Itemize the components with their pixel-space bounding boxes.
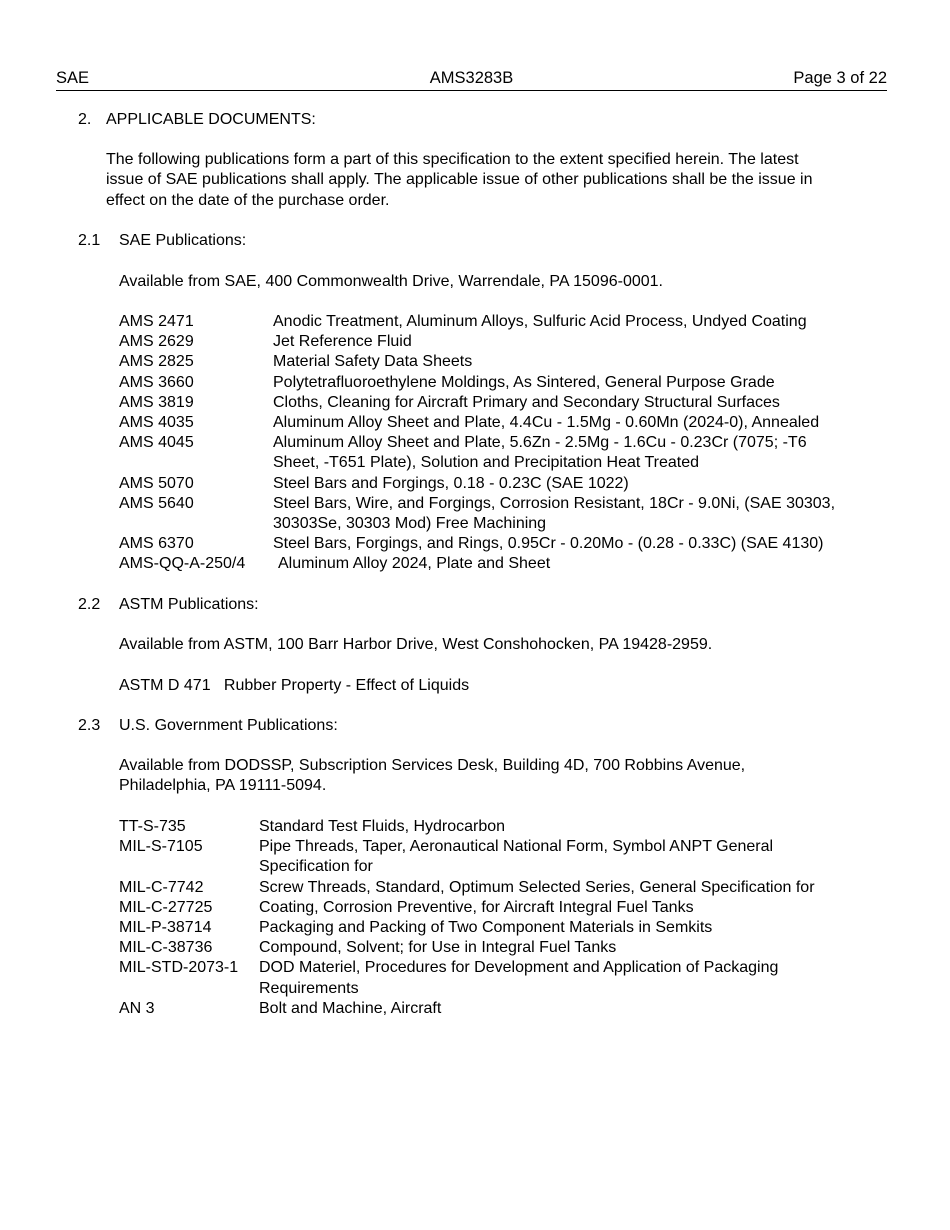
publication-title: Screw Threads, Standard, Optimum Selected Series, General Specification for [259,878,815,896]
publication-title: Polytetrafluoroethylene Moldings, As Sintered, General Purpose Grade [273,373,775,391]
publication-code: AMS 3660 [119,373,194,391]
header-organization: SAE [56,69,90,87]
publication-code: AMS 6370 [119,535,194,553]
publication-code: MIL-P-38714 [119,919,212,936]
header-page-number: Page 3 of 22 [793,69,887,87]
section-2-2-title: ASTM Publications: [119,596,259,613]
publication-code: MIL-STD-2073-1 [119,959,239,977]
publication-title: Steel Bars, Forgings, and Rings, 0.95Cr - 0.20Mo - (0.28 - 0.33C) (SAE 4130) [273,535,824,553]
publication-title: Anodic Treatment, Aluminum Alloys, Sulfuric Acid Process, Undyed Coating [273,313,807,330]
astm-availability: Available from ASTM, 100 Barr Harbor Drive, West Conshohocken, PA 19428-2959. [119,636,713,653]
paragraph-line: issue of SAE publications shall apply. The applicable issue of other publications shall be the issue in [106,171,813,189]
publication-code: MIL-C-38736 [119,939,213,957]
sae-availability: Available from SAE, 400 Commonwealth Drive, Warrendale, PA 15096-0001. [119,273,663,290]
publication-code: MIL-C-27725 [119,898,213,916]
publication-title: Requirements [259,979,359,997]
publication-code: AN 3 [119,999,155,1017]
publication-title: DOD Materiel, Procedures for Development and Application of Packaging [259,959,779,977]
section-2-number: 2. [78,111,92,128]
publication-code: AMS-QQ-A-250/4 [119,555,246,573]
section-2-paragraph [106,150,866,211]
page-header [56,68,887,91]
publication-code: MIL-S-7105 [119,838,203,856]
publication-title: Specification for [259,858,373,876]
publication-title: Sheet, -T651 Plate), Solution and Precipitation Heat Treated [273,454,700,472]
paragraph-line: The following publications form a part of this specification to the extent specified herein. The latest [106,151,799,168]
publication-title: Compound, Solvent; for Use in Integral Fuel Tanks [259,939,617,957]
publication-title: Pipe Threads, Taper, Aeronautical National Form, Symbol ANPT General [259,838,774,856]
publication-title: Coating, Corrosion Preventive, for Aircraft Integral Fuel Tanks [259,898,694,916]
publication-code: AMS 4045 [119,434,194,452]
publication-code: MIL-C-7742 [119,878,204,896]
publication-code: AMS 5640 [119,494,194,512]
publication-title: Jet Reference Fluid [273,333,412,351]
publication-title: Standard Test Fluids, Hydrocarbon [259,818,506,835]
publication-code: AMS 2471 [119,313,194,330]
publication-code: AMS 5070 [119,474,194,492]
publication-code: TT-S-735 [119,818,186,835]
publication-title: Aluminum Alloy 2024, Plate and Sheet [278,555,551,573]
gov-availability-line: Available from DODSSP, Subscription Services Desk, Building 4D, 700 Robbins Avenue, [119,757,746,774]
publication-title: 30303Se, 30303 Mod) Free Machining [273,515,547,532]
publication-title: Steel Bars and Forgings, 0.18 - 0.23C (SAE 1022) [273,474,629,492]
section-2-2-number: 2.2 [78,596,101,613]
publication-code: AMS 3819 [119,393,194,411]
astm-publication-item: ASTM D 471 Rubber Property - Effect of Liquids [119,677,470,694]
publication-title: Material Safety Data Sheets [273,353,473,371]
section-2-3-number: 2.3 [78,717,101,734]
section-2-title: APPLICABLE DOCUMENTS: [106,111,316,128]
section-2-1-title: SAE Publications: [119,232,247,249]
gov-availability-line: Philadelphia, PA 19111-5094. [119,777,327,794]
section-2-1-number: 2.1 [78,232,101,249]
publication-code: AMS 4035 [119,414,194,431]
publication-title: Bolt and Machine, Aircraft [259,999,442,1017]
section-2-3-title: U.S. Government Publications: [119,717,338,734]
publication-code: AMS 2825 [119,353,194,371]
publication-title: Aluminum Alloy Sheet and Plate, 4.4Cu - 1.5Mg - 0.60Mn (2024-0), Annealed [273,414,820,431]
publication-title: Steel Bars, Wire, and Forgings, Corrosion Resistant, 18Cr - 9.0Ni, (SAE 30303, [273,494,836,512]
publication-code: AMS 2629 [119,333,194,351]
paragraph-line: effect on the date of the purchase order. [106,191,390,209]
publication-title: Packaging and Packing of Two Component Materials in Semkits [259,919,713,936]
header-document-id: AMS3283B [429,69,514,87]
publication-title: Cloths, Cleaning for Aircraft Primary and Secondary Structural Surfaces [273,393,780,411]
publication-title: Aluminum Alloy Sheet and Plate, 5.6Zn - 2.5Mg - 1.6Cu - 0.23Cr (7075; -T6 [273,434,807,452]
